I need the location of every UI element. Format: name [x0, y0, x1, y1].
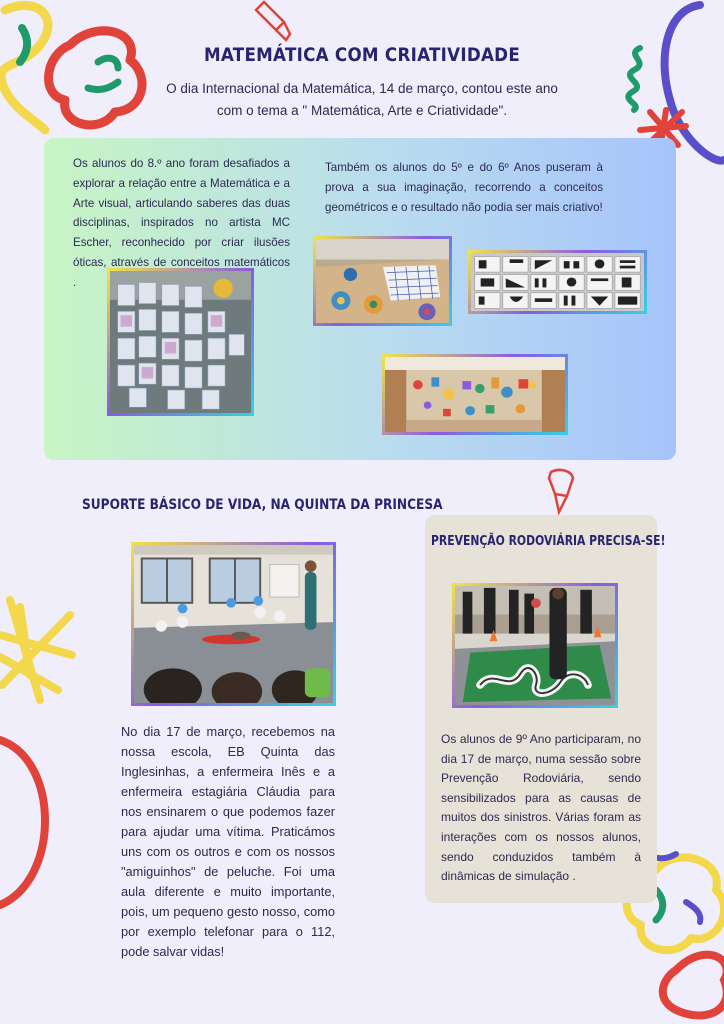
classroom-mobiles-photo — [382, 354, 568, 435]
math-right-text: Também os alunos do 5º e do 6º Anos puseram à prova a sua imaginação, recorrendo a conceitos geométricos e o resultado não podia ser mais criativo! — [325, 161, 603, 214]
escher-artwork-photo — [107, 268, 254, 416]
geometry-discs-photo — [313, 236, 452, 326]
marker-icon — [252, 0, 302, 44]
first-aid-text: No dia 17 de março, recebemos na nossa escola, EB Quinta das Inglesinhas, a enfermeira Inês e a enfermeira estagiária Cláudia para nos ensinarem o que podemos fazer para ajudar uma vítima. Praticámos uns com os outros e com os nossos "amiguinhos" de peluche. Foi uma aula diferente e muito importante, pois, um pequeno gesto nosso, como por exemplo telefonar para o 112, pode salvar vidas! — [121, 724, 335, 959]
top-left-scribble-decoration — [0, 0, 160, 140]
first-aid-title: SUPORTE BÁSICO DE VIDA, NA QUINTA DA PRINCESA — [82, 497, 443, 513]
intro-text — [150, 78, 574, 122]
road-safety-title: PREVENÇÃO RODOVIÁRIA PRECISA-SE! — [431, 533, 666, 549]
marker-icon-2 — [537, 468, 581, 520]
road-safety-photo — [452, 583, 618, 708]
intro-line-1: O dia Internacional da Matemática, 14 de março, contou este ano — [166, 81, 558, 96]
intro-line-2: com o tema a " Matemática, Arte e Criatividade". — [216, 103, 508, 118]
road-safety-text: Os alunos de 9º Ano participaram, no dia 17 de março, numa sessão sobre Prevenção Rodoviária, sendo sensibilizados para as causas de muitos dos sinistros. Várias foram as interações com os nossos alunos, sendo conduzidos também à dinâmicas de simulação . — [441, 732, 641, 884]
star-burst-decoration — [0, 595, 80, 705]
left-arc-decoration — [0, 730, 60, 910]
page-title: MATEMÁTICA COM CRIATIVIDADE — [203, 44, 521, 66]
first-aid-classroom-photo — [131, 542, 336, 706]
geometric-patterns-photo — [468, 250, 647, 314]
math-left-text: Os alunos do 8.º ano foram desafiados a explorar a relação entre a Matemática e a Arte visual, articulando saberes das duas disciplinas, inspirados no artista MC Escher, reconhecido por criar ilusões óticas, através de conceitos matemáticos . — [73, 157, 290, 289]
